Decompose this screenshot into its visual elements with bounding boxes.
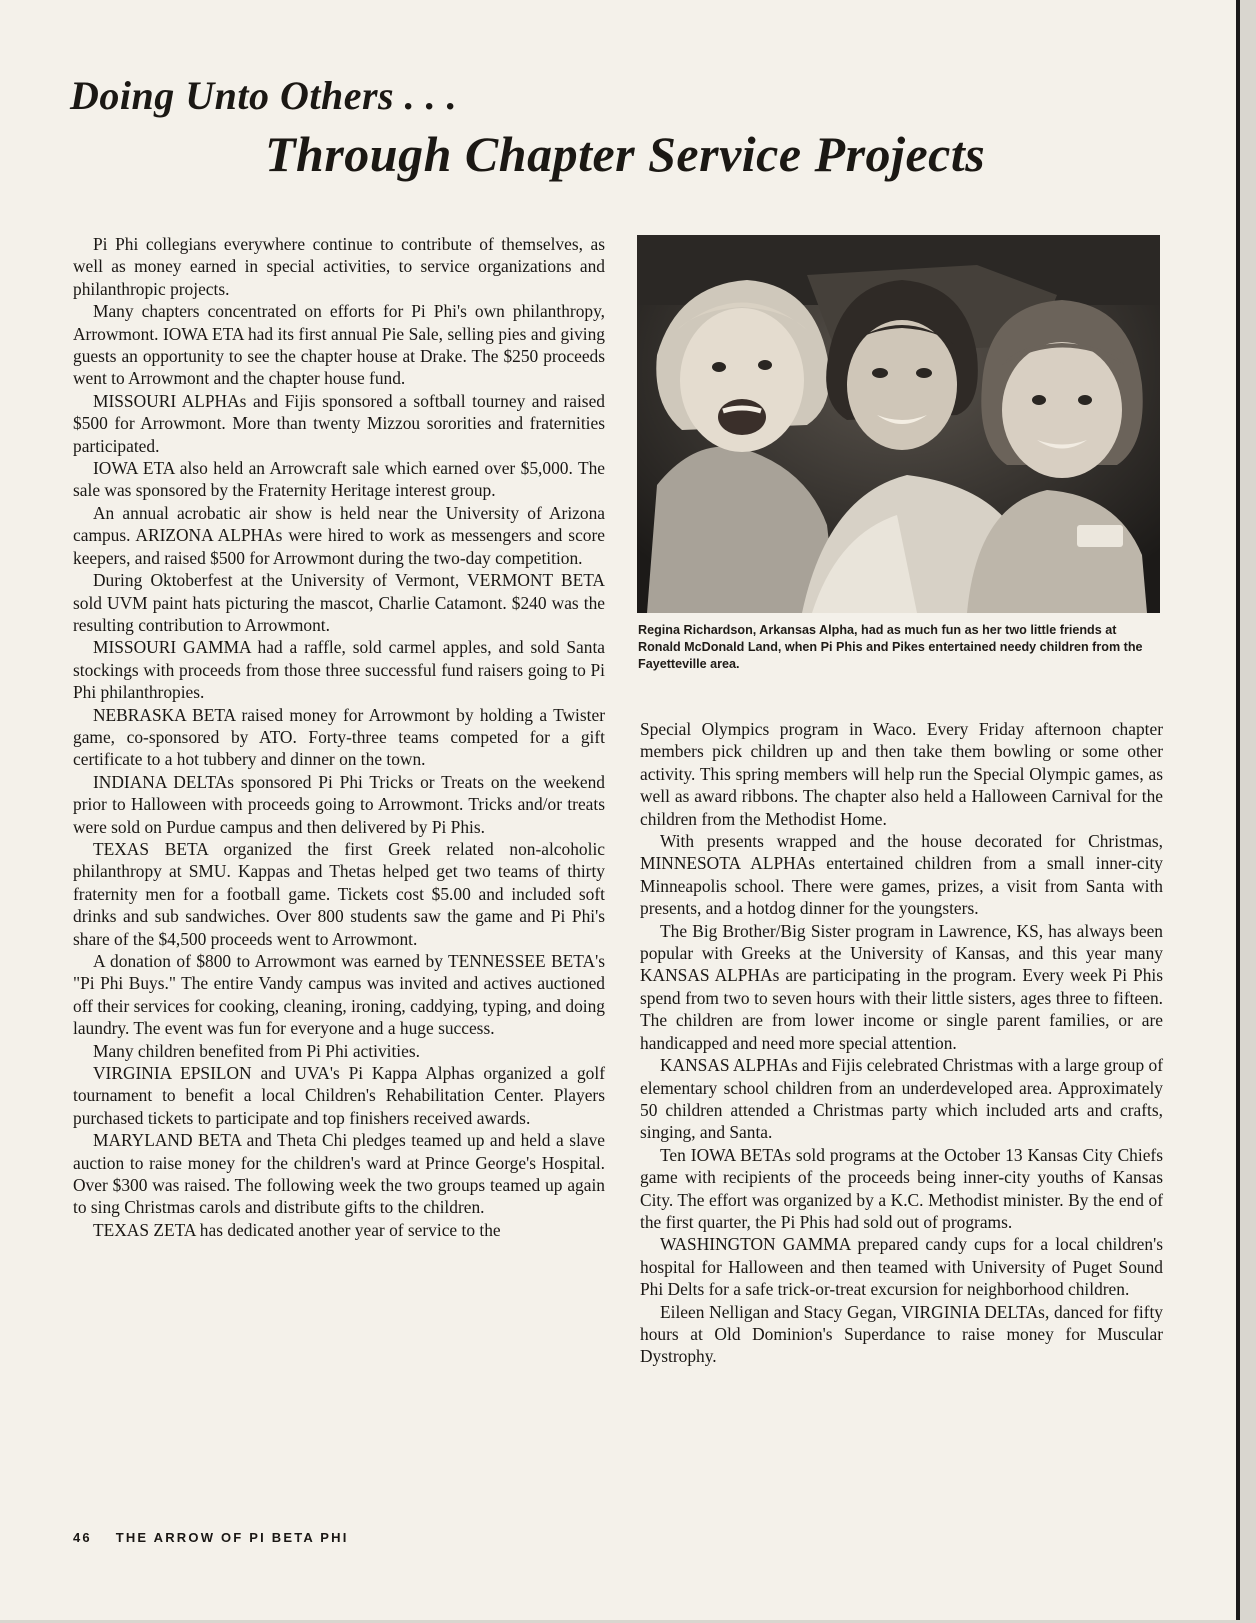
paragraph: Ten IOWA BETAs sold programs at the October 13 Kansas City Chiefs game with recipients of the proceeds being inner-city youths of Kansas City. The effort was organized by a K.C. Methodist minister. By the end of the first quarter, the Pi Phis had sold out of programs.: [640, 1144, 1163, 1232]
paragraph: A donation of $800 to Arrowmont was earned by TENNESSEE BETA's "Pi Phi Buys." The entire Vandy campus was invited and actives auctioned off their services for cooking, cleaning, ironing, caddying, typing, and doing laundry. The event was fun for everyone and a huge success.: [73, 951, 605, 1039]
headline-line-2: Through Chapter Service Projects: [265, 126, 986, 182]
paragraph: The Big Brother/Big Sister program in Lawrence, KS, has always been popular with Greeks at the University of Kansas, and this year many KANSAS ALPHAs are participating in the program. Every week Pi Phis spend from two to seven hours with their little sisters, ages three to fifteen. The children are from lower income or single parent families, or are handicapped and need more special attention.: [640, 920, 1163, 1053]
paragraph: Many children benefited from Pi Phi activities.: [93, 1040, 420, 1061]
paragraph: MISSOURI GAMMA had a raffle, sold carmel apples, and sold Santa stockings with proceeds from those three successful fund raisers going to Pi Phi philanthropies.: [73, 637, 605, 703]
left-column: [73, 233, 605, 1241]
paragraph: INDIANA DELTAs sponsored Pi Phi Tricks or Treats on the weekend prior to Halloween with proceeds going to Arrowmont. Tricks and/or treats were sold on Purdue campus and then delivered by Pi Phis.: [73, 771, 605, 837]
paragraph: IOWA ETA also held an Arrowcraft sale which earned over $5,000. The sale was sponsored by the Fraternity Heritage interest group.: [73, 458, 605, 501]
paragraph: MISSOURI ALPHAs and Fijis sponsored a softball tourney and raised $500 for Arrowmont. More than twenty Mizzou sororities and fraternities participated.: [73, 390, 605, 456]
paragraph: Many chapters concentrated on efforts for Pi Phi's own philanthropy, Arrowmont. IOWA ETA had its first annual Pie Sale, selling pies and giving guests an opportunity to see the chapter house at Drake. The $250 proceeds went to Arrowmont and the chapter house fund.: [73, 301, 605, 389]
paragraph: An annual acrobatic air show is held near the University of Arizona campus. ARIZONA ALPHAs were hired to work as messengers and score keepers, and raised $500 for Arrowmont during the two-day competition.: [73, 502, 605, 568]
paragraph: With presents wrapped and the house decorated for Christmas, MINNESOTA ALPHAs entertained children from a small inner-city Minneapolis school. There were games, prizes, a visit from Santa with presents, and a hotdog dinner for the youngsters.: [640, 831, 1163, 919]
page-footer: [73, 1530, 349, 1545]
photo-woman-with-two-children: [637, 235, 1160, 613]
right-column: [640, 718, 1163, 1368]
photo-caption: Regina Richardson, Arkansas Alpha, had as much fun as her two little friends at Ronald McDonald Land, when Pi Phis and Pikes entertained needy children from the Fayetteville area.: [638, 623, 1143, 671]
paragraph: WASHINGTON GAMMA prepared candy cups for a local children's hospital for Halloween and then teamed with University of Puget Sound Phi Delts for a safe trick-or-treat excursion for neighborhood children.: [640, 1234, 1163, 1300]
paragraph: Special Olympics program in Waco. Every Friday afternoon chapter members pick children up and then take them bowling or some other activity. This spring members will help run the Special Olympic games, as well as award ribbons. The chapter also held a Halloween Carnival for the children from the Methodist Home.: [640, 719, 1163, 829]
publication-name: THE ARROW OF PI BETA PHI: [115, 1530, 349, 1545]
photo-illustration: [637, 235, 1160, 613]
paragraph: During Oktoberfest at the University of Vermont, VERMONT BETA sold UVM paint hats picturing the mascot, Charlie Catamont. $240 was the resulting contribution to Arrowmont.: [73, 570, 605, 635]
paragraph: TEXAS BETA organized the first Greek related non-alcoholic philanthropy at SMU. Kappas and Thetas helped get two teams of thirty fraternity men for a football game. Tickets cost $5.00 and included soft drinks and sub sandwiches. Over 800 students saw the game and Pi Phi's share of the $4,500 proceeds went to Arrowmont.: [73, 838, 605, 949]
paragraph: Eileen Nelligan and Stacy Gegan, VIRGINIA DELTAs, danced for fifty hours at Old Dominion's Superdance to raise money for Muscular Dystrophy.: [640, 1301, 1163, 1367]
paragraph: NEBRASKA BETA raised money for Arrowmont by holding a Twister game, co-sponsored by ATO. Forty-three teams competed for a gift certificate to a hot tubbery and dinner on the town.: [73, 704, 605, 770]
paragraph: Pi Phi collegians everywhere continue to contribute of themselves, as well as money earned in special activities, to service organizations and philanthropic projects.: [73, 234, 605, 299]
paragraph: KANSAS ALPHAs and Fijis celebrated Christmas with a large group of elementary school children from an underdeveloped area. Approximately 50 children attended a Christmas party which included arts and crafts, singing, and Santa.: [640, 1055, 1163, 1143]
paragraph: MARYLAND BETA and Theta Chi pledges teamed up and held a slave auction to raise money for the children's ward at Prince George's Hospital. Over $300 was raised. The following week the two groups teamed up again to sing Christmas carols and distribute gifts to the children.: [73, 1130, 605, 1218]
paragraph: TEXAS ZETA has dedicated another year of service to the: [93, 1219, 501, 1240]
headline-line-1: Doing Unto Others . . .: [70, 73, 458, 118]
page-number: 46: [73, 1530, 92, 1545]
paragraph: VIRGINIA EPSILON and UVA's Pi Kappa Alphas organized a golf tournament to benefit a local Children's Rehabilitation Center. Players purchased tickets to participate and top finishers received awards.: [73, 1063, 605, 1128]
